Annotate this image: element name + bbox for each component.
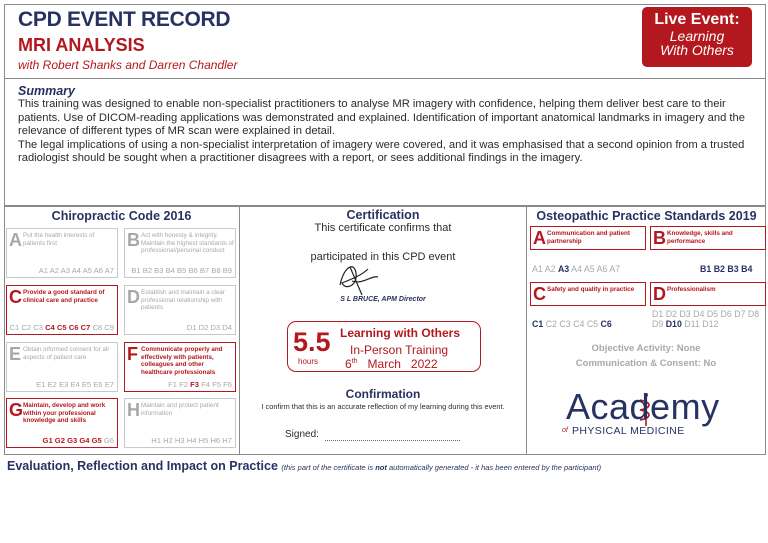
code-f1: F1: [168, 380, 177, 389]
chiro-desc: Provide a good standard of clinical care and practice: [23, 289, 105, 304]
confirmation-heading: Confirmation: [345, 387, 421, 401]
chiro-codes: [10, 323, 114, 332]
objective-activity: Objective Activity: None: [591, 343, 701, 354]
code-a7: A7: [104, 266, 114, 275]
chiro-codes: [168, 380, 232, 389]
code-d5: D5: [706, 309, 719, 319]
code-b8: B8: [211, 266, 221, 275]
code-d1: D1: [652, 309, 664, 319]
chiro-letter: C: [9, 287, 22, 307]
code-e4: E4: [70, 380, 80, 389]
event-day-suffix: th: [351, 358, 358, 365]
code-d4: D4: [693, 309, 705, 319]
event-year: 2022: [410, 357, 438, 371]
code-a3: A3: [60, 266, 70, 275]
evaluation-note: [281, 463, 601, 472]
osteo-letter: B: [653, 228, 666, 248]
code-a5: A5: [82, 266, 92, 275]
code-d10: D10: [665, 319, 682, 329]
summary-paragraph-2: The legal implications of using a non-specialist interpretation of imagery were covered, and it was emphasised that a second opinion from a trusted radiologist should be sought when a practitioner disagrees with a report, or sees additional findings in the imagery.: [18, 138, 745, 165]
signed-label: Signed:: [285, 429, 319, 440]
osteo-letter: A: [533, 228, 546, 248]
code-d12: D12: [702, 319, 719, 329]
chiro-cell-g: [6, 398, 118, 448]
code-e2: E2: [47, 380, 57, 389]
chiro-desc: Establish and maintain a clear professional relationship with patients: [141, 289, 226, 312]
chiro-cell-f: [124, 342, 236, 392]
code-g1: G1: [42, 436, 53, 445]
chiro-letter: B: [127, 230, 140, 250]
osteo-codes: [532, 264, 620, 274]
chiro-cell-c: [6, 285, 118, 335]
osteo-desc: Professionalism: [667, 286, 716, 293]
certification-line2: participated in this CPD event: [310, 251, 456, 263]
code-b1: B1: [700, 264, 712, 274]
certification-line1: This certificate confirms that: [314, 222, 452, 234]
osteo-letter: D: [653, 284, 666, 304]
code-c4: C4: [45, 323, 55, 332]
code-f5: F5: [212, 380, 221, 389]
chiro-letter: D: [127, 287, 140, 307]
badge-line2: Learning: [669, 28, 725, 44]
osteo-heading: Osteopathic Practice Standards 2019: [536, 209, 757, 223]
code-c5: C5: [56, 323, 67, 332]
code-e6: E6: [93, 380, 103, 389]
code-d7: D7: [734, 309, 746, 319]
evaluation-heading: [7, 459, 601, 473]
event-subtitle: MRI ANALYSIS: [18, 35, 145, 55]
code-a5: A5: [583, 264, 595, 274]
code-d9: D9: [652, 319, 664, 329]
chiro-codes: [151, 436, 232, 445]
evaluation-title: Evaluation, Reflection and Impact on Practice: [7, 459, 278, 473]
live-event-badge: [642, 7, 752, 67]
code-b3: B3: [154, 266, 164, 275]
chiro-cell-a: [6, 228, 118, 278]
osteo-codes: [532, 319, 612, 329]
chiro-codes: [36, 380, 114, 389]
osteo-desc: Safety and quality in practice: [547, 286, 635, 293]
event-month: March: [367, 357, 401, 371]
academy-logo: [562, 386, 732, 438]
chiro-letter: A: [9, 230, 22, 250]
code-b2: B2: [713, 264, 725, 274]
code-f3: F3: [190, 380, 199, 389]
chiro-cell-e: [6, 342, 118, 392]
code-b5: B5: [177, 266, 187, 275]
chiro-desc: Obtain informed consent for all aspects of patient care: [23, 346, 109, 361]
code-c5: C5: [586, 319, 599, 329]
confirmation-text: I confirm that this is an accurate reflection of my learning during this event.: [261, 402, 505, 411]
code-c2: C2: [21, 323, 32, 332]
code-e5: E5: [81, 380, 92, 389]
summary-text: [18, 98, 748, 166]
presenters: with Robert Shanks and Darren Chandler: [18, 58, 238, 72]
summary-heading: Summary: [18, 84, 75, 98]
badge-line1: Live Event:: [654, 11, 740, 28]
osteo-codes: [652, 309, 766, 329]
chiro-desc: Communicate properly and effectively with patients, colleagues and other healthcare professionals: [141, 346, 223, 376]
code-h2: H2: [163, 436, 173, 445]
code-g2: G2: [54, 436, 65, 445]
code-b3: B3: [727, 264, 739, 274]
chiro-letter: E: [9, 344, 22, 364]
code-d6: D6: [720, 309, 732, 319]
code-h3: H3: [174, 436, 185, 445]
chiro-codes: [187, 323, 232, 332]
code-c7: C7: [80, 323, 91, 332]
code-e3: E3: [59, 380, 69, 389]
code-f2: F2: [179, 380, 188, 389]
code-a3: A3: [557, 264, 570, 274]
code-b7: B7: [199, 266, 210, 275]
event-date: [345, 357, 438, 371]
code-d2: D2: [198, 323, 209, 332]
code-d11: D11: [684, 319, 700, 329]
code-b4: B4: [165, 266, 175, 275]
code-c6: C6: [68, 323, 79, 332]
code-g5: G5: [91, 436, 102, 445]
logo-of: of: [562, 427, 568, 434]
code-d3: D3: [210, 323, 221, 332]
code-b9: B9: [222, 266, 232, 275]
chiro-desc: Act with honesty & integrity. Maintain the highest standards of professional/personal conduct: [141, 232, 234, 255]
certification-heading: Certification: [346, 208, 420, 222]
code-e7: E7: [104, 380, 114, 389]
code-c1: C1: [9, 323, 20, 332]
chiro-desc: Maintain and protect patient information: [141, 402, 219, 417]
code-h6: H6: [210, 436, 221, 445]
code-a4: A4: [71, 266, 81, 275]
chiro-cell-b: [124, 228, 236, 278]
chiro-cell-d: [124, 285, 236, 335]
code-c1: C1: [532, 319, 544, 329]
code-a1: A1: [532, 264, 543, 274]
code-c3: C3: [559, 319, 571, 329]
osteo-cell-d: [650, 282, 766, 306]
code-h4: H4: [186, 436, 197, 445]
hours-label: hours: [298, 357, 319, 366]
communication-consent: Communication & Consent: No: [575, 358, 717, 369]
chiro-desc: Maintain, develop and work within your professional knowledge and skills: [23, 402, 106, 425]
osteo-letter: C: [533, 284, 546, 304]
director-signature-icon: [332, 255, 382, 297]
code-a2: A2: [544, 264, 556, 274]
code-g3: G3: [67, 436, 78, 445]
code-a7: A7: [609, 264, 621, 274]
code-c9: C9: [104, 323, 114, 332]
osteo-desc: Communication and patient partnership: [547, 230, 630, 245]
code-g6: G6: [103, 436, 114, 445]
osteo-codes: [700, 264, 752, 274]
code-g4: G4: [79, 436, 90, 445]
code-h7: H7: [222, 436, 232, 445]
cpd-hours: 5.5: [293, 327, 331, 357]
chiro-codes: [43, 436, 114, 445]
code-c8: C8: [92, 323, 103, 332]
code-a6: A6: [596, 264, 608, 274]
chiro-codes: [131, 266, 232, 275]
event-type: In-Person Training: [350, 343, 449, 357]
code-e1: E1: [36, 380, 46, 389]
note-part-c: automatically generated - it has been entered by the participant): [386, 463, 602, 472]
event-day: 6: [345, 357, 352, 371]
code-d1: D1: [186, 323, 197, 332]
code-c3: C3: [33, 323, 43, 332]
code-c2: C2: [545, 319, 557, 329]
logo-tagline: PHYSICAL MEDICINE: [572, 425, 685, 437]
signature-line[interactable]: [325, 440, 460, 441]
code-f6: F6: [223, 380, 232, 389]
code-b6: B6: [188, 266, 198, 275]
code-c4: C4: [573, 319, 585, 329]
code-b4: B4: [741, 264, 753, 274]
chiro-codes: [39, 266, 114, 275]
code-b2: B2: [142, 266, 153, 275]
note-part-a: (this part of the certificate is: [281, 463, 376, 472]
chiro-letter: G: [9, 400, 24, 420]
logo-word: Academy: [566, 386, 720, 427]
code-a2: A2: [49, 266, 59, 275]
code-b1: B1: [131, 266, 141, 275]
code-f4: F4: [201, 380, 210, 389]
chiro-cell-h: [124, 398, 236, 448]
code-d2: D2: [665, 309, 677, 319]
code-d4: D4: [222, 323, 232, 332]
code-h1: H1: [151, 436, 161, 445]
chiro-desc: Put the health interests of patients first: [23, 232, 95, 247]
event-name: Learning with Others: [340, 326, 461, 340]
code-d8: D8: [747, 309, 760, 319]
director-name: S L BRUCE, APM Director: [340, 296, 426, 303]
code-a1: A1: [38, 266, 48, 275]
note-part-b: not: [375, 463, 387, 472]
osteo-cell-a: [530, 226, 646, 250]
badge-line3: With Others: [660, 42, 734, 58]
code-a6: A6: [93, 266, 103, 275]
chiro-heading: Chiropractic Code 2016: [51, 209, 192, 223]
code-c6: C6: [600, 319, 612, 329]
summary-paragraph-1: This training was designed to enable non-specialist practitioners to analyse MR imagery with confidence, helping them deliver best care to their patients. Use of DICOM-reading applications was demonstrated and explained. Identification of important anatomical landmarks in imagery and the relevance of different types of MR scan were explained in detail.: [18, 98, 745, 138]
osteo-cell-c: [530, 282, 646, 306]
osteo-desc: Knowledge, skills and performance: [667, 230, 733, 245]
code-a4: A4: [571, 264, 582, 274]
chiro-letter: F: [127, 344, 138, 364]
code-h5: H5: [198, 436, 209, 445]
chiro-letter: H: [127, 400, 140, 420]
code-d3: D3: [679, 309, 691, 319]
page-title: CPD EVENT RECORD: [18, 8, 231, 31]
osteo-cell-b: [650, 226, 766, 250]
